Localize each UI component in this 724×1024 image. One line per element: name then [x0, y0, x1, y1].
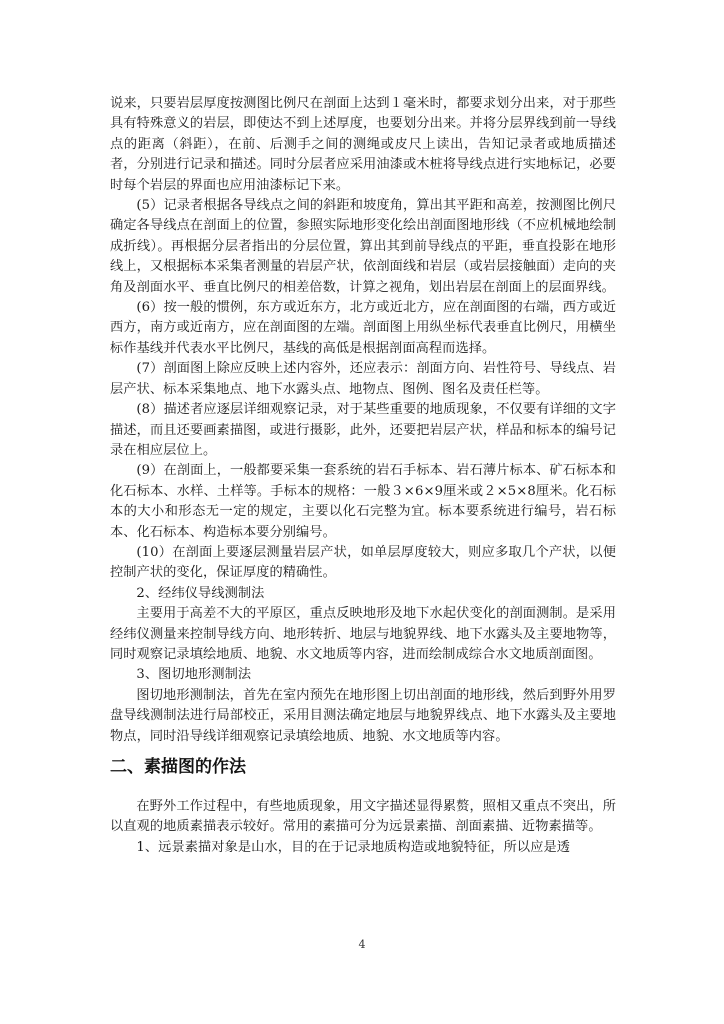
subheading-map-cut-method: 3、图切地形测制法	[136, 667, 252, 683]
paragraph-continuation: 说来，只要岩层厚度按测图比例尺在剖面上达到１毫米时，都要求划分出来，对于那些具有特殊意义的岩层，即使达不到上述厚度，也要划分出来。并将分层界线到前一导线点的距离（斜距），在前、后测手之间的测绳或皮尺上读出，告知记录者或地质描述者，分别进行记录和描述。同时分层者应采用油漆或木桩将导线点进行实地标记，必要时每个岩层的界面也应用油漆标记下来。	[110, 96, 616, 193]
paragraph-step-10: (10）在剖面上要逐层测量岩层产状，如单层厚度较大，则应多取几个产状，以便控制产状的变化，保证厚度的精确性。	[110, 544, 616, 581]
paragraph-map-cut-method: 图切地形测制法，首先在室内预先在地形图上切出剖面的地形线，然后到野外用罗盘导线测制法进行局部校正，采用目测法确定地层与地貌界线点、地下水露头及主要地物点，同时沿导线详细观察记录填绘地质、地貌、水文地质等内容。	[110, 687, 616, 744]
paragraph-step-7: (7）剖面图上除应反映上述内容外，还应表示：剖面方向、岩性符号、导线点、岩层产状、标本采集地点、地下水露头点、地物点、图例、图名及责任栏等。	[110, 361, 616, 397]
paragraph-step-5: (5）记录者根据各导线点之间的斜距和坡度角，算出其平距和高差，按测图比例尺确定各导线点在剖面上的位置，参照实际地形变化绘出剖面图地形线（不应机械地绘制成折线）。再根据分层者指出的分层位置，算出其到前导线点的平距，垂直投影在地形线上，又根据标本采集者测量的岩层产状，依剖面线和岩层（或岩层接触面）走向的夹角及剖面水平、垂直比例尺的相差倍数，计算之视角，划出岩层在剖面上的层面界线。	[110, 198, 616, 295]
document-page	[110, 94, 616, 858]
section-heading-sketch-method: 二、素描图的作法	[110, 757, 246, 777]
page-number: 4	[358, 938, 366, 951]
paragraph-theodolite-method: 主要用于高差不大的平原区，重点反映地形及地下水起伏变化的剖面测制。是采用经纬仪测量来控制导线方向、地形转折、地层与地貌界线、地下水露头及主要地物等，同时观察记录填绘地质、地貌、水文地质等内容，进而绘制成综合水文地质剖面图。	[110, 606, 616, 662]
paragraph-sketch-intro: 在野外工作过程中，有些地质现象，用文字描述显得累赘，照相又重点不突出，所以直观的地质素描表示较好。常用的素描可分为远景素描、剖面素描、近物素描等。	[110, 799, 616, 835]
paragraph-step-6: (6）按一般的惯例，东方或近东方，北方或近北方，应在剖面图的右端，西方或近西方，南方或近南方，应在剖面图的左端。剖面图上用纵坐标代表垂直比例尺，用横坐标作基线并代表水平比例尺，基线的高低是根据剖面高程而选择。	[110, 300, 616, 356]
paragraph-distant-sketch: 1、远景素描对象是山水，目的在于记录地质构造或地貌特征，所以应是透	[136, 839, 571, 855]
paragraph-step-8: (8）描述者应逐层详细观察记录，对于某些重要的地质现象，不仅要有详细的文字描述，而且还要画素描图，或进行摄影，此外，还要把岩层产状，样品和标本的编号记录在相应层位上。	[110, 402, 616, 458]
paragraph-step-9: (9）在剖面上，一般都要采集一套系统的岩石手标本、岩石薄片标本、矿石标本和化石标本、水样、土样等。手标本的规格：一般３×6×9厘米或２×5×8厘米。化石标本的大小和形态无一定的规定，主要以化石完整为宜。标本要系统进行编号，岩石标本、化石标本、构造标本要分别编号。	[110, 463, 616, 540]
subheading-theodolite-method: 2、经纬仪导线测制法	[136, 585, 265, 601]
